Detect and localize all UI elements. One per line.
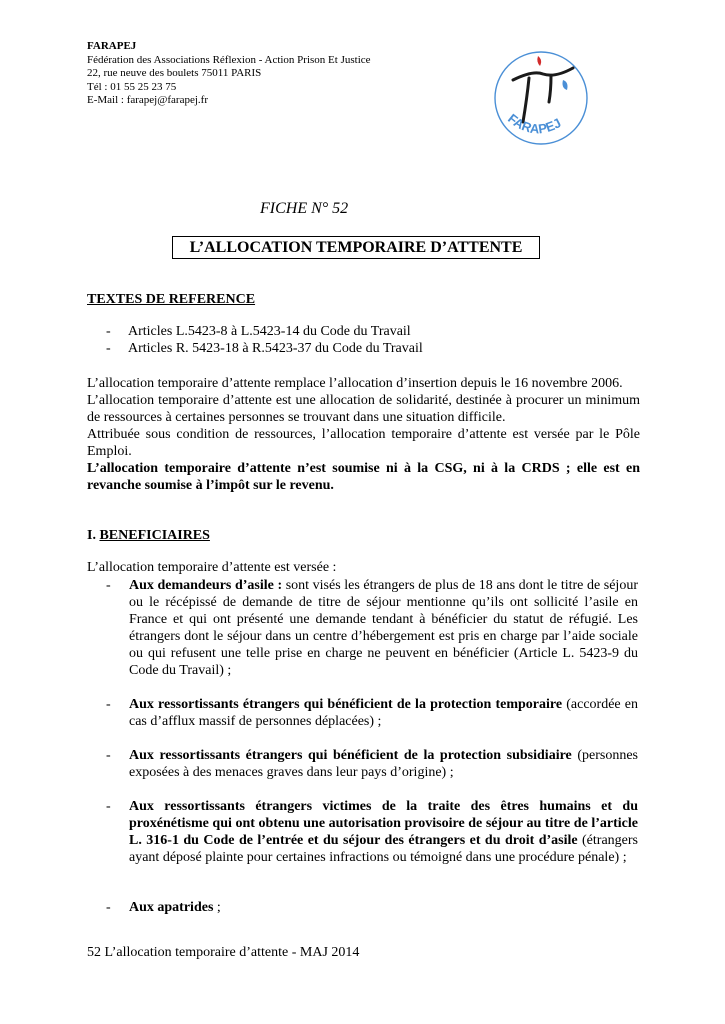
intro-paragraph: L’allocation temporaire d’attente remplace l’allocation d’insertion depuis le 16 novembre 2006. xyxy=(87,376,623,391)
item-bold: Aux ressortissants étrangers victimes de la traite des êtres humains et du proxénétisme qui ont obtenu une autorisation provisoire de séjour au titre de l’article L. 316-1 du Code de l’entrée et du séjour des étrangers et du droit d’asile xyxy=(129,799,638,848)
logo-figure-right xyxy=(549,76,551,102)
section-title: BENEFICIAIRES xyxy=(99,528,210,543)
beneficiaires-item: - Aux demandeurs d’asile : sont visés les étrangers de plus de 18 ans dont le titre de séjour ou le récépissé de demande de titre de séjour mentionne qu’ils ont sollicité l’asile en France et qui ont présenté une demande tendant à bénéficier du statut de réfugié. Les étrangers dont le séjour dans un centre d’hébergement est pris en charge par l’aide sociale ou qui refusent une telle prise en charge ne peuvent en bénéficier (Article L. 5423-9 du Code du Travail) ; xyxy=(106,578,638,678)
item-text: (étrangers ayant déposé plainte pour certaines infractions ou témoigné dans une procédure pénale) ; xyxy=(129,833,638,865)
svg-text:FARAPEJ xyxy=(505,111,563,137)
references-heading xyxy=(87,291,640,308)
org-email: E-Mail : farapej@farapej.fr xyxy=(87,94,208,106)
item-text: (personnes exposées à des menaces graves dans leur pays d’origine) ; xyxy=(129,748,638,780)
letterhead xyxy=(87,40,371,108)
logo-arms xyxy=(513,68,573,80)
list-item: - Articles L.5423-8 à L.5423-14 du Code du Travail xyxy=(106,324,411,339)
intro-paragraph: L’allocation temporaire d’attente est une allocation de solidarité, destinée à procurer un minimum de ressources à certaines personnes se trouvant dans une situation difficile. xyxy=(87,393,640,425)
item-text: (accordée en cas d’afflux massif de personnes déplacées) ; xyxy=(129,697,639,729)
org-address: 22, rue neuve des boulets 75011 PARIS xyxy=(87,67,262,79)
page-title: L’ALLOCATION TEMPORAIRE D’ATTENTE xyxy=(172,236,540,259)
section-number: I. xyxy=(87,528,100,543)
reference-text: Articles R. 5423-18 à R.5423-37 du Code du Travail xyxy=(128,341,423,356)
logo-blue-drop xyxy=(563,80,568,90)
org-phone: Tél : 01 55 25 23 75 xyxy=(87,80,177,93)
item-text: ; xyxy=(213,900,221,915)
references-list xyxy=(100,323,423,357)
list-item: - Articles R. 5423-18 à R.5423-37 du Code du Travail xyxy=(106,341,423,356)
reference-text: Articles L.5423-8 à L.5423-14 du Code du Travail xyxy=(128,324,411,339)
intro-section xyxy=(87,375,640,494)
intro-bold-paragraph: L’allocation temporaire d’attente n’est soumise ni à la CSG, ni à la CRDS ; elle est en revanche soumise à l’impôt sur le revenu. xyxy=(87,461,640,493)
beneficiaires-item: - Aux ressortissants étrangers qui bénéficient de la protection temporaire (accordée en cas d’afflux massif de personnes déplacées) ; xyxy=(106,697,639,729)
fiche-number: FICHE N° 52 xyxy=(260,200,349,217)
beneficiaires-heading xyxy=(87,527,640,544)
beneficiaires-item: - Aux ressortissants étrangers victimes de la traite des êtres humains et du proxénétisme qui ont obtenu une autorisation provisoire de séjour au titre de l’article L. 316-1 du Code de l’entrée et du séjour des étrangers et du droit d’asile (étrangers ayant déposé plainte pour certaines infractions ou témoigné dans une procédure pénale) ; xyxy=(106,799,638,865)
item-bold: Aux apatrides xyxy=(129,900,214,915)
item-bold: Aux demandeurs d’asile : xyxy=(129,578,283,593)
beneficiaires-item: - Aux apatrides ; xyxy=(106,900,221,915)
logo-text: FARAPEJ xyxy=(505,110,564,137)
page-footer: 52 L’allocation temporaire d’attente - MAJ 2014 xyxy=(87,945,360,960)
references-heading-text: TEXTES DE REFERENCE xyxy=(87,292,256,307)
item-bold: Aux ressortissants étrangers qui bénéficient de la protection subsidiaire xyxy=(129,748,572,763)
item-text: sont visés les étrangers de plus de 18 ans dont le titre de séjour ou le récépissé de demande de titre de séjour mentionne qu’ils ont sollicité l’asile en France et qui ont présenté une demande tendant à bénéficier du statut de réfugié. Les étrangers dont le séjour dans un centre d’hébergement est pris en charge par l’aide sociale ou qui refusent une telle prise en charge ne peuvent en bénéficier (Article L. 5423-9 du Code du Travail) ; xyxy=(129,578,638,678)
logo-red-head xyxy=(537,56,541,66)
logo-figure-left xyxy=(523,78,529,122)
intro-paragraph: Attribuée sous condition de ressources, l’allocation temporaire d’attente est versée par le Pôle Emploi. xyxy=(87,427,640,459)
farapej-logo-icon xyxy=(493,50,589,146)
org-acronym: FARAPEJ xyxy=(87,40,137,52)
beneficiaires-item: - Aux ressortissants étrangers qui bénéficient de la protection subsidiaire (personnes exposées à des menaces graves dans leur pays d’origine) ; xyxy=(106,748,638,780)
item-bold: Aux ressortissants étrangers qui bénéficient de la protection temporaire xyxy=(129,697,563,712)
beneficiaires-lead: L’allocation temporaire d’attente est versée : xyxy=(87,560,337,575)
org-full-name: Fédération des Associations Réflexion - Action Prison Et Justice xyxy=(87,53,371,66)
